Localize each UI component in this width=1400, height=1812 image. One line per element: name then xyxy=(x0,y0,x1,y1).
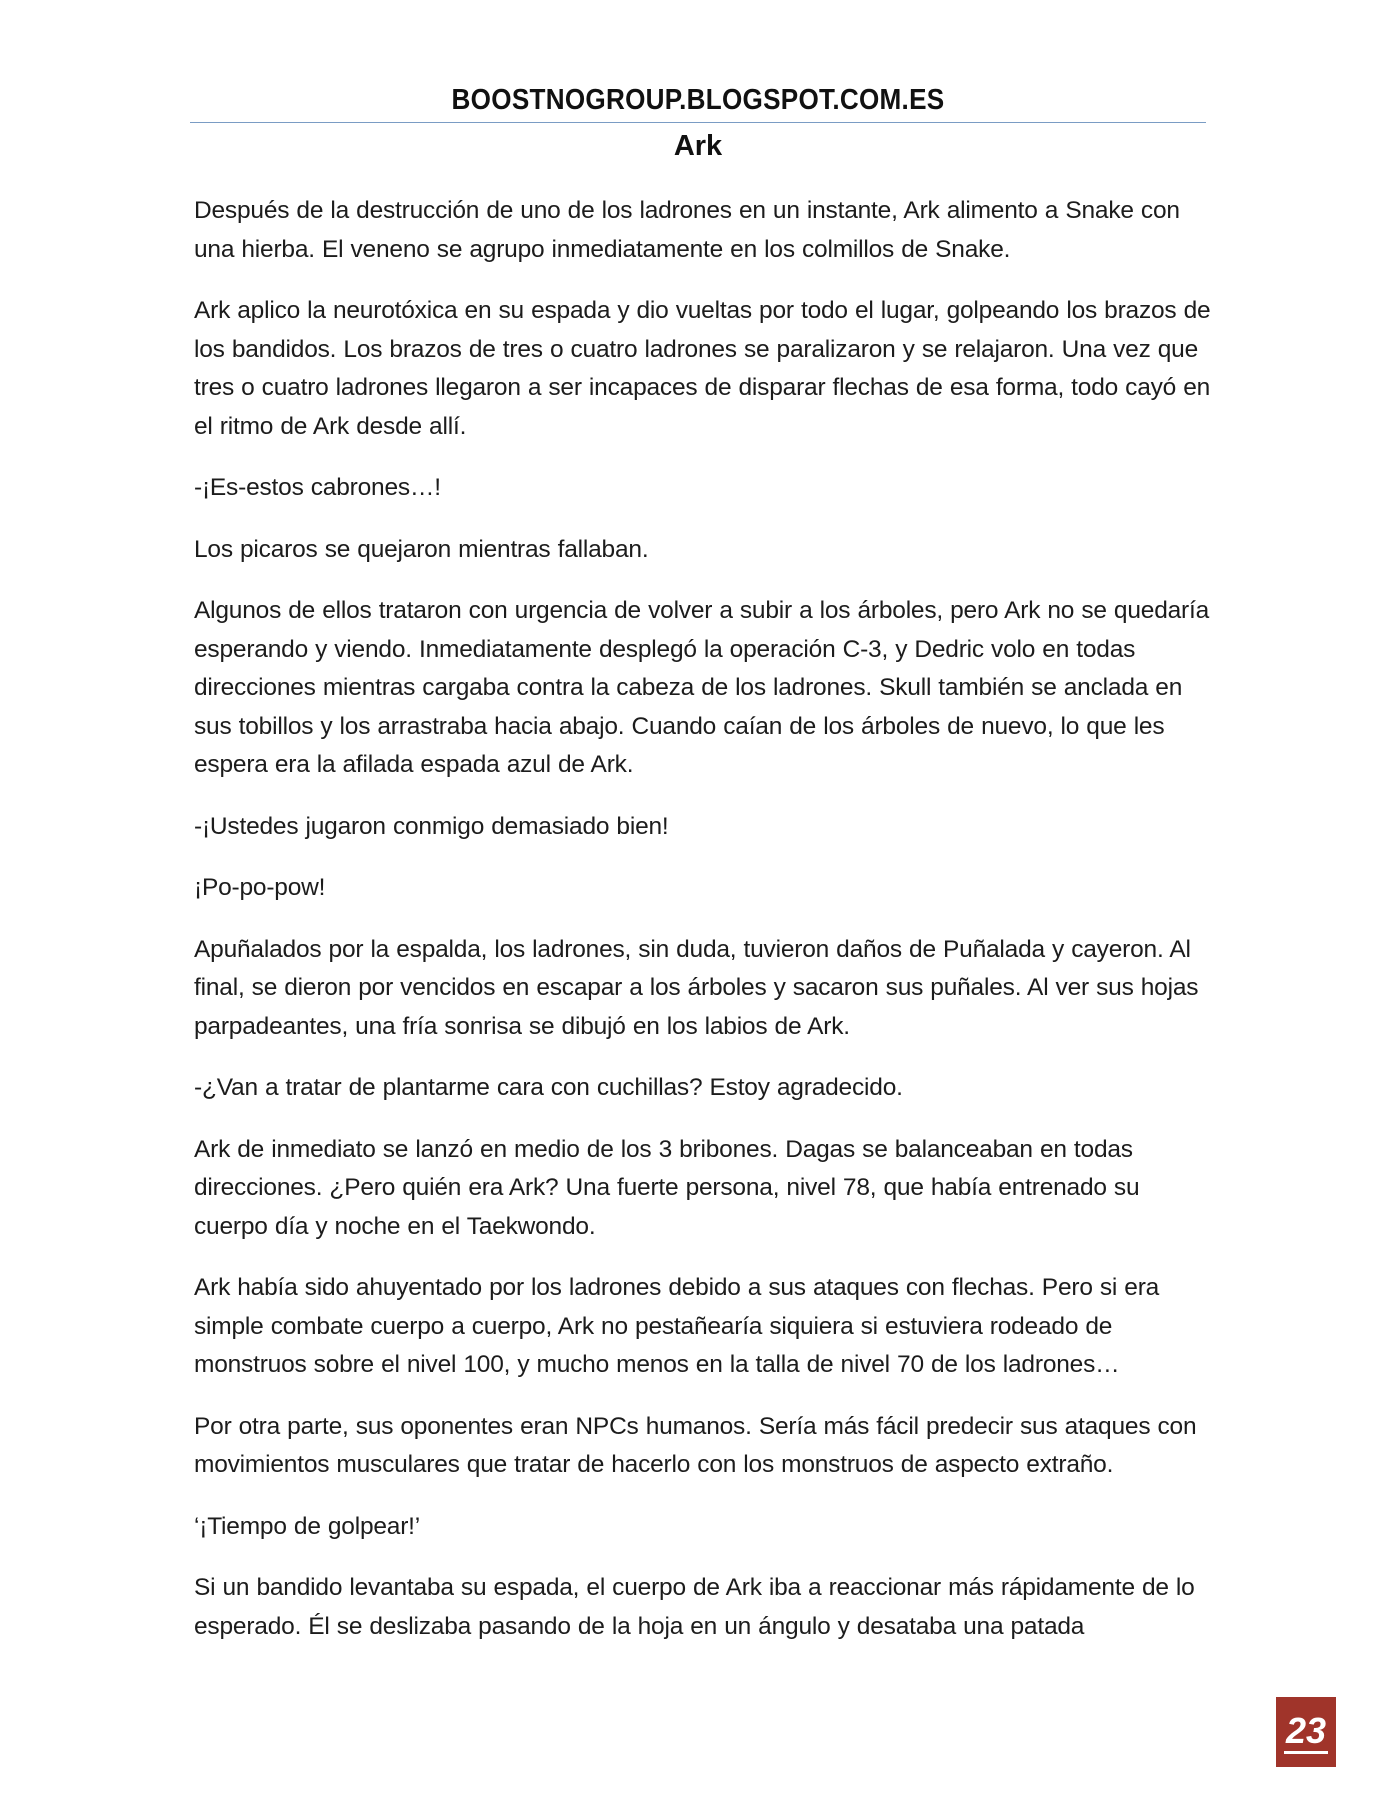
paragraph: Apuñalados por la espalda, los ladrones, sin duda, tuvieron daños de Puñalada y cayeron. Al final, se dieron por vencidos en escapar a los árboles y sacaron sus puñales. Al ver sus hojas parpadeantes, una fría sonrisa se dibujó en los labios de Ark. xyxy=(194,935,1199,1040)
paragraph: Algunos de ellos trataron con urgencia de volver a subir a los árboles, pero Ark no se quedaría esperando y viendo. Inmediatamente desplegó la operación C-3, y Dedric volo en todas direcciones mientras cargaba contra la cabeza de los ladrones. Skull también se anclada en sus tobillos y los arrastraba hacia abajo. Cuando caían de los árboles de nuevo, lo que les espera era la afilada espada azul de Ark. xyxy=(194,597,1210,778)
paragraph: Ark aplico la neurotóxica en su espada y dio vueltas por todo el lugar, golpeando los brazos de los bandidos. Los brazos de tres o cuatro ladrones se paralizaron y se relajaron. Una vez que tres o cuatro ladrones llegaron a ser incapaces de disparar flechas de esa forma, todo cayó en el ritmo de Ark desde allí. xyxy=(194,297,1211,440)
header-divider xyxy=(190,122,1206,123)
page-body xyxy=(194,192,1214,1669)
paragraph: -¡Ustedes jugaron conmigo demasiado bien! xyxy=(194,812,669,840)
paragraph: ‘¡Tiempo de golpear!’ xyxy=(194,1512,421,1540)
paragraph: Ark había sido ahuyentado por los ladrones debido a sus ataques con flechas. Pero si era simple combate cuerpo a cuerpo, Ark no pestañearía siquiera si estuviera rodeado de monstruos sobre el nivel 100, y mucho menos en la talla de nivel 70 de los ladrones… xyxy=(194,1274,1160,1378)
paragraph: -¿Van a tratar de plantarme cara con cuchillas? Estoy agradecido. xyxy=(194,1074,903,1101)
paragraph: Ark de inmediato se lanzó en medio de los 3 bribones. Dagas se balanceaban en todas direcciones. ¿Pero quién era Ark? Una fuerte persona, nivel 78, que había entrenado su cuerpo día y noche en el Taekwondo. xyxy=(194,1135,1140,1240)
page-number: 23 xyxy=(1284,1711,1328,1754)
site-title: BOOSTNOGROUP.BLOGSPOT.COM.ES xyxy=(451,84,945,116)
paragraph: ¡Po-po-pow! xyxy=(194,874,326,901)
page-number-badge xyxy=(1276,1697,1336,1767)
page-header xyxy=(190,78,1206,122)
paragraph: Por otra parte, sus oponentes eran NPCs humanos. Sería más fácil predecir sus ataques con movimientos musculares que tratar de hacerlo con los monstruos de aspecto extraño. xyxy=(194,1412,1197,1478)
paragraph: Después de la destrucción de uno de los ladrones en un instante, Ark alimento a Snake con una hierba. El veneno se agrupo inmediatamente en los colmillos de Snake. xyxy=(194,197,1180,263)
paragraph: Los picaros se quejaron mientras fallaban. xyxy=(194,535,649,563)
chapter-title: Ark xyxy=(673,130,723,162)
paragraph: Si un bandido levantaba su espada, el cuerpo de Ark iba a reaccionar más rápidamente de lo esperado. Él se deslizaba pasando de la hoja en un ángulo y desataba una patada xyxy=(194,1574,1195,1640)
paragraph: -¡Es-estos cabrones…! xyxy=(194,474,441,501)
